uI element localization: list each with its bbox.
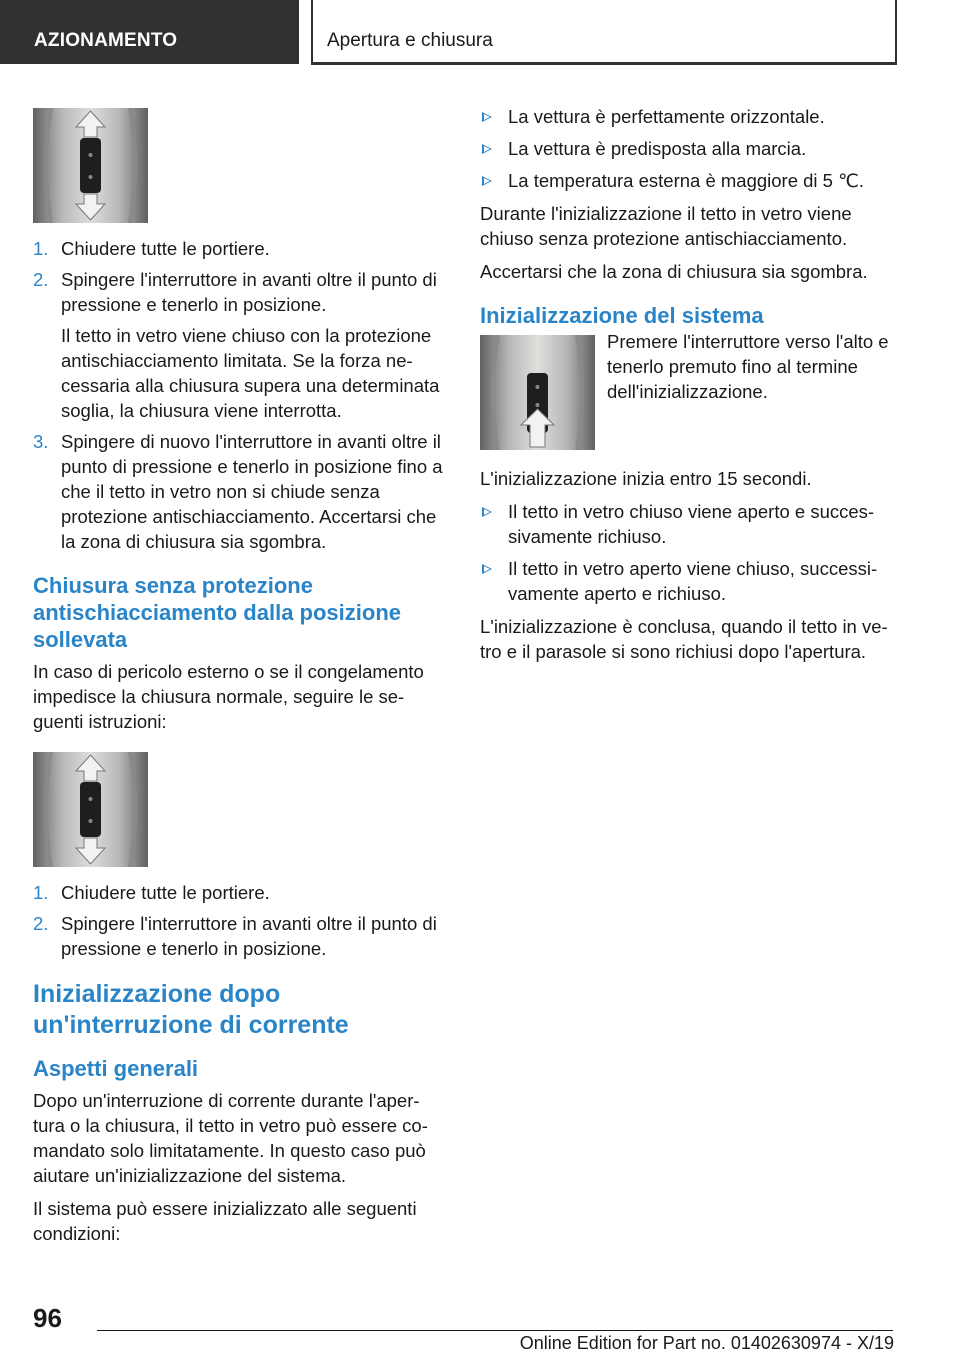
bullet-text: Il tetto in vetro chiuso viene aperto e succes-sivamente richiuso. bbox=[508, 501, 875, 547]
step-number: 2. bbox=[33, 913, 49, 934]
footer-divider bbox=[97, 1330, 893, 1331]
step-text: Chiudere tutte le portiere. bbox=[61, 238, 270, 259]
closing-steps-list bbox=[33, 236, 446, 554]
section-heading: Aspetti generali bbox=[33, 1056, 199, 1081]
step-text: Spingere l'interruttore in avanti oltre il punto di pressione e tenerlo in posizione. bbox=[61, 269, 437, 315]
section-heading: Inizializzazione del sistema bbox=[480, 303, 764, 328]
list-item bbox=[33, 911, 446, 961]
bullet-text: Il tetto in vetro aperto viene chiuso, successi-vamente aperto e richiuso. bbox=[508, 558, 878, 604]
paragraph: In caso di pericolo esterno o se il congelamento impedisce la chiusura normale, seguire le se-guenti istruzioni: bbox=[33, 661, 424, 732]
paragraph: Dopo un'interruzione di corrente durante l'aper-tura o la chiusura, il tetto in vetro può essere co-mandato solo limitatamente. In questo caso può aiutare un'inizializzazione del sistema. bbox=[33, 1090, 428, 1186]
triangle-bullet-icon bbox=[482, 176, 492, 186]
section-tab bbox=[0, 0, 299, 64]
switch-push-up-figure bbox=[480, 335, 595, 450]
edition-note: Online Edition for Part no. 01402630974 - X/19 bbox=[519, 1333, 894, 1353]
left-column bbox=[33, 108, 446, 1254]
bullet-text: La vettura è perfettamente orizzontale. bbox=[508, 106, 825, 127]
switch-push-forward-figure bbox=[33, 108, 148, 223]
list-item bbox=[33, 236, 446, 261]
chapter-title: Apertura e chiusura bbox=[327, 30, 493, 51]
bullet-text: La vettura è predisposta alla marcia. bbox=[508, 138, 807, 159]
paragraph: Il sistema può essere inizializzato alle seguenti condizioni: bbox=[33, 1198, 417, 1244]
raised-close-steps-list bbox=[33, 880, 446, 961]
initialization-list bbox=[480, 499, 896, 606]
list-item bbox=[480, 104, 896, 129]
paragraph: Durante l'inizializzazione il tetto in vetro viene chiuso senza protezione antischiacciamento. bbox=[480, 203, 852, 249]
step-text: Spingere l'interruttore in avanti oltre il punto di pressione e tenerlo in posizione. bbox=[61, 913, 437, 959]
triangle-bullet-icon bbox=[482, 507, 492, 517]
list-item bbox=[480, 556, 896, 606]
triangle-bullet-icon bbox=[482, 564, 492, 574]
chapter-heading: Inizializzazione dopo un'interruzione di corrente bbox=[33, 980, 349, 1039]
paragraph: L'inizializzazione inizia entro 15 secondi. bbox=[480, 468, 812, 489]
bullet-text: La temperatura esterna è maggiore di 5 ℃. bbox=[508, 170, 865, 191]
list-item bbox=[33, 880, 446, 905]
switch-push-forward-figure bbox=[33, 752, 148, 867]
list-item bbox=[33, 429, 446, 554]
list-item bbox=[33, 267, 446, 423]
step-text: Spingere di nuovo l'interruttore in avanti oltre il punto di pressione e tenerlo in posizione fino a che il tetto in vetro non si chiude senza protezione antischiacciamento. Accertarsi che la zona di chiusura sia sgombra. bbox=[61, 431, 443, 552]
list-item bbox=[480, 136, 896, 161]
paragraph: L'inizializzazione è conclusa, quando il tetto in ve-tro e il parasole si sono richiusi dopo l'apertura. bbox=[480, 616, 888, 662]
step-number: 1. bbox=[33, 882, 49, 903]
right-column bbox=[480, 104, 896, 672]
chapter-tab bbox=[311, 0, 897, 65]
step-note: Il tetto in vetro viene chiuso con la protezione antischiacciamento limitata. Se la forza ne-cessaria alla chiusura supera una determinata soglia, la chiusura viene interrotta. bbox=[61, 325, 440, 421]
step-number: 3. bbox=[33, 431, 49, 452]
step-number: 1. bbox=[33, 238, 49, 259]
triangle-bullet-icon bbox=[482, 144, 492, 154]
figure-caption: Premere l'interruttore verso l'alto e tenerlo premuto fino al termine dell'inizializzazione. bbox=[607, 331, 889, 402]
triangle-bullet-icon bbox=[482, 112, 492, 122]
list-item bbox=[480, 499, 896, 549]
step-text: Chiudere tutte le portiere. bbox=[61, 882, 270, 903]
list-item bbox=[480, 168, 896, 193]
page-number: 96 bbox=[33, 1303, 62, 1333]
figure-with-caption bbox=[480, 331, 896, 450]
step-number: 2. bbox=[33, 269, 49, 290]
section-heading: Chiusura senza protezione antischiacciamento dalla posizione sollevata bbox=[33, 573, 401, 652]
conditions-list bbox=[480, 104, 896, 193]
paragraph: Accertarsi che la zona di chiusura sia sgombra. bbox=[480, 261, 868, 282]
section-title: AZIONAMENTO bbox=[34, 30, 178, 51]
